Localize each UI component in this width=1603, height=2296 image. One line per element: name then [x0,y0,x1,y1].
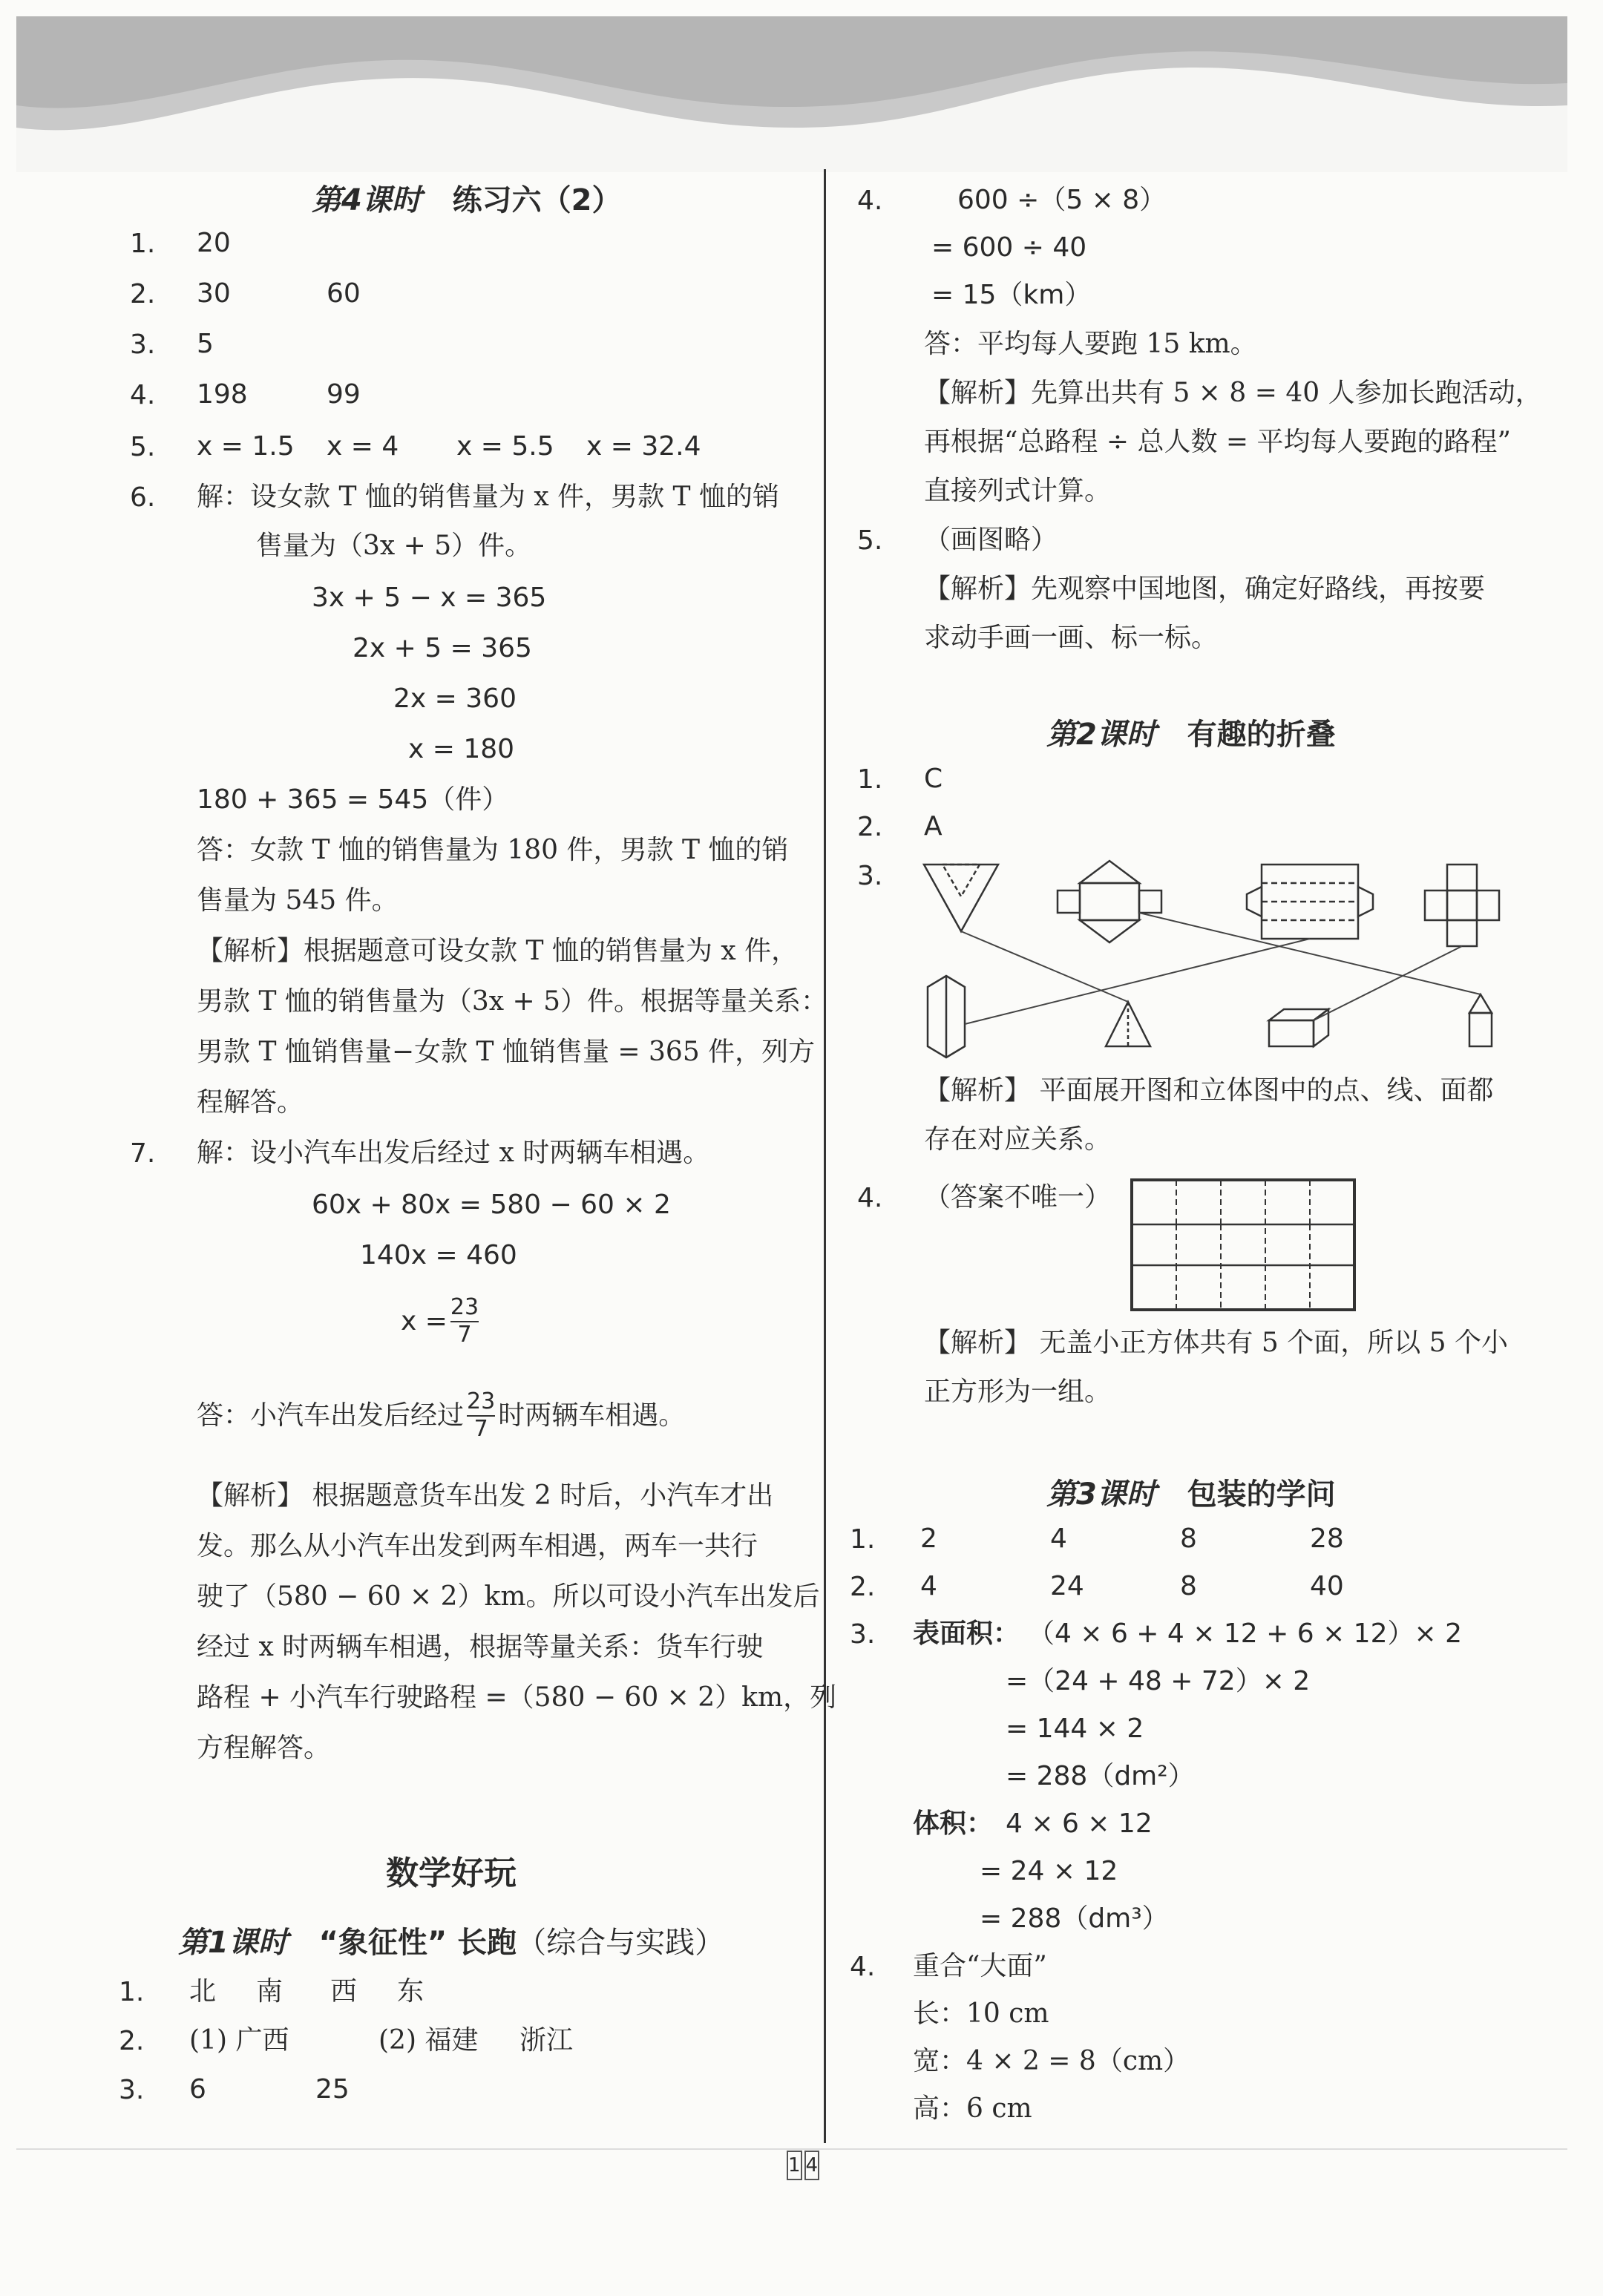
equation-line: 140x = 460 [360,1240,517,1270]
analysis-line: 【解析】先观察中国地图，确定好路线，再按要 [924,574,1486,604]
section-title-lesson2 [1046,711,1336,753]
fraction [450,1295,479,1348]
equation-line: 60x + 80x = 580 − 60 × 2 [312,1190,671,1220]
answer-line [197,1389,685,1442]
question-number: 2. [857,812,883,842]
answer: 24 [1050,1571,1084,1601]
triangular-pyramid [1106,1002,1150,1046]
section-title-lesson3 [1046,1471,1336,1513]
lesson-name: 包装的学问 [1187,1477,1336,1512]
equation-line: = 15（km） [931,280,1092,310]
answer: 6 [189,2074,206,2105]
analysis-line: 再根据“总路程 ÷ 总人数 = 平均每人要跑的路程” [924,427,1511,457]
question-number: 4. [857,186,883,216]
answer-line: 答：平均每人要跑 15 km。 [924,329,1257,359]
section-heading: 数学好玩 [386,1854,517,1892]
analysis-line: 【解析】 平面展开图和立体图中的点、线、面都 [924,1075,1494,1106]
equation-line: 600 ÷（5 × 8） [957,185,1167,215]
question-number: 3. [130,329,156,360]
question-number: 1. [130,229,156,259]
answer: 60 [327,278,361,309]
question-number: 1. [850,1524,876,1555]
label-surface-area: 表面积： [913,1618,1020,1649]
page-digit: 4 [804,2151,820,2180]
equation-line: （4 × 6 + 4 × 12 + 6 × 12）× 2 [1028,1618,1462,1649]
analysis-line: 经过 x 时两辆车相遇，根据等量关系：货车行驶 [197,1632,764,1662]
answer: 25 [315,2074,350,2105]
answer: (1) 广西 [189,2025,289,2056]
fraction-numerator: 23 [467,1388,496,1414]
answer: 20 [197,228,231,258]
question-number: 4. [850,1952,876,1982]
equation-line: 4 × 6 × 12 [1006,1808,1153,1839]
answer: 40 [1310,1571,1344,1601]
answer-suffix: 时两辆车相遇。 [498,1400,686,1431]
answer-line: 答：女款 T 恤的销售量为 180 件，男款 T 恤的销 [197,835,789,865]
answer: C [924,764,943,794]
lesson-name: 有趣的折叠 [1187,718,1336,752]
solution-line: 售量为（3x + 5）件。 [256,531,532,561]
solution-line: 解：设小汽车出发后经过 x 时两辆车相遇。 [197,1138,710,1168]
answer: A [924,811,943,842]
grid-division-diagram [1128,1176,1358,1313]
question-number: 7. [130,1138,156,1169]
lesson-label: 第3课时 [1046,1477,1156,1512]
answer: x = 1.5 [197,431,295,462]
question-number: 2. [130,279,156,309]
answer: 4 [1050,1523,1067,1554]
analysis-line: 存在对应关系。 [924,1124,1112,1155]
fraction-denominator: 7 [473,1415,488,1442]
answer: 5 [197,329,214,359]
header-wave-graphic [16,16,1567,172]
equation-line: = 144 × 2 [1006,1713,1144,1744]
answer: 28 [1310,1523,1344,1554]
answer: 198 [197,379,248,410]
answer: （答案不唯一） [924,1182,1112,1213]
question-number: 4. [857,1183,883,1213]
analysis-line: 驶了（580 − 60 × 2）km。所以可设小汽车出发后 [197,1581,820,1612]
answer: 浙江 [519,2025,574,2056]
header-banner [16,16,1567,172]
equation-fraction-line [401,1295,482,1348]
analysis-line: 男款 T 恤的销售量为（3x + 5）件。根据等量关系： [197,986,828,1017]
page-number [787,2151,819,2182]
analysis-line: 【解析】 根据题意货车出发 2 时后，小汽车才出 [197,1480,774,1511]
analysis-line: 求动手画一画、标一标。 [924,623,1219,653]
label-volume: 体积： [913,1808,994,1839]
section-title-lesson4 [312,177,621,219]
question-number: 2. [119,2026,145,2056]
analysis-line: 【解析】 无盖小正方体共有 5 个面，所以 5 个小 [924,1328,1509,1358]
width-line: 宽：4 × 2 = 8（cm） [913,2046,1190,2076]
length-line: 长：10 cm [913,1998,1049,2029]
lesson-name: 练习六（2） [452,183,622,217]
column-divider [824,169,826,2143]
lesson-subtitle: （综合与实践） [517,1926,725,1960]
triangle-net [924,865,998,931]
answer: x = 5.5 [456,431,554,462]
solution-line: 解：设女款 T 恤的销售量为 x 件，男款 T 恤的销 [197,482,779,512]
hexagonal-prism [928,976,965,1057]
question-number: 3. [857,861,883,891]
question-number: 1. [119,1977,145,2007]
footer-line [16,2148,1567,2150]
analysis-line: 正方形为一组。 [924,1377,1112,1407]
answer: 4 [920,1571,937,1601]
question-number: 5. [130,432,156,462]
answer: 30 [197,278,231,309]
equation-line: = 24 × 12 [980,1856,1118,1886]
answer-line: 售量为 545 件。 [197,885,399,916]
analysis-line: 程解答。 [197,1087,304,1118]
analysis-line: 直接列式计算。 [924,476,1112,506]
answer: 8 [1180,1571,1197,1601]
rectangular-box [1269,1009,1328,1046]
equation-line: 3x + 5 − x = 365 [312,583,547,613]
answer: 北 [189,1976,217,2007]
lesson-label: 第1课时 [178,1926,288,1960]
analysis-line: 发。那么从小汽车出发到两车相遇，两车一共行 [197,1531,758,1561]
fraction-denominator: 7 [457,1321,472,1348]
question-number: 3. [119,2075,145,2105]
cross-net [1425,865,1499,946]
triangular-prism-solid [1469,994,1492,1046]
analysis-line: 方程解答。 [197,1733,331,1763]
question-number: 1. [857,764,883,795]
analysis-line: 【解析】根据题意可设女款 T 恤的销售量为 x 件， [197,936,799,966]
net-matching-diagram [913,853,1521,1061]
matching-lines [961,913,1481,1024]
section-title-lesson1 [178,1919,724,1961]
answer: (2) 福建 [378,2025,479,2056]
fraction [467,1389,495,1442]
question-number: 4. [130,380,156,410]
lesson-name: “象征性” 长跑 [318,1926,517,1960]
answer: 99 [327,379,361,410]
question-number: 5. [857,525,883,556]
lesson-label: 第4课时 [312,183,422,217]
answer: 东 [397,1976,424,2007]
calculation-line: 180 + 365 = 545（件） [197,784,509,815]
equation-left: x = [401,1305,448,1336]
answer: 重合“大面” [913,1951,1047,1981]
equation-line: 2x + 5 = 365 [353,633,532,663]
fraction-numerator: 23 [450,1294,479,1320]
height-line: 高：6 cm [913,2093,1032,2124]
equation-line: x = 180 [408,734,515,764]
prism-net [1058,861,1161,942]
analysis-line: 男款 T 恤销售量−女款 T 恤销售量 = 365 件，列方 [197,1037,816,1067]
lesson-label: 第2课时 [1046,718,1156,752]
answer: 南 [256,1976,283,2007]
equation-line: = 288（dm²） [1006,1761,1195,1791]
equation-line: = 288（dm³） [980,1903,1169,1934]
answer: 西 [330,1976,358,2007]
page-digit: 1 [787,2151,802,2180]
equation-line: = 600 ÷ 40 [931,232,1087,263]
answer: 8 [1180,1523,1197,1554]
cuboid-net [1247,865,1373,939]
analysis-line: 【解析】先算出共有 5 × 8 = 40 人参加长跑活动， [924,378,1542,408]
answer: x = 4 [327,431,399,462]
analysis-line: 路程 + 小汽车行驶路程 =（580 − 60 × 2）km，列 [197,1682,837,1713]
answer-prefix: 答：小汽车出发后经过 [197,1400,465,1431]
answer: 2 [920,1523,937,1554]
equation-line: 2x = 360 [393,683,517,714]
answer: （画图略） [924,525,1058,555]
question-number: 3. [850,1619,876,1650]
answer: x = 32.4 [586,431,701,462]
question-number: 6. [130,482,156,513]
question-number: 2. [850,1572,876,1602]
equation-line: =（24 + 48 + 72）× 2 [1006,1666,1311,1696]
